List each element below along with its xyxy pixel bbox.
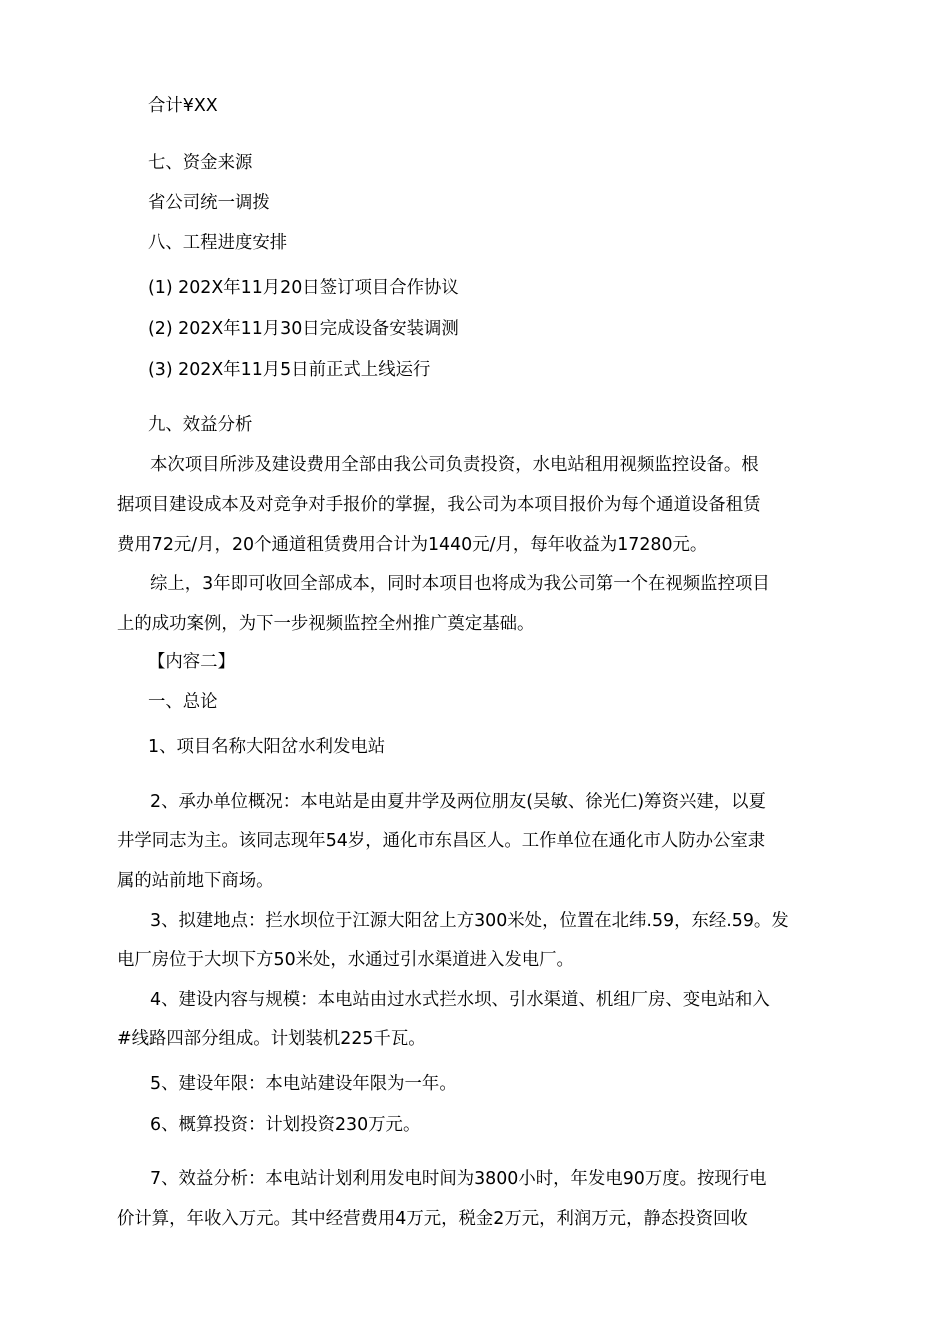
item1-project-name: 1、项目名称大阳岔水利发电站 <box>148 737 386 757</box>
schedule-item-3: (3) 202X年11月5日前正式上线运行 <box>148 360 431 380</box>
section8-heading: 八、工程进度安排 <box>148 233 288 253</box>
item4-line-2: #线路四部分组成。计划装机225千瓦。 <box>117 1029 426 1049</box>
section9-paragraph-1-line-2: 据项目建设成本及对竞争对手报价的掌握，我公司为本项目报价为每个通道设备租赁 <box>117 495 761 515</box>
item3-line-1: 3、拟建地点：拦水坝位于江源大阳岔上方300米处，位置在北纬.59，东经.59。发 <box>150 911 789 931</box>
section9-paragraph-2-line-1: 综上，3年即可收回全部成本，同时本项目也将成为我公司第一个在视频监控项目 <box>150 574 770 594</box>
schedule-item-2: (2) 202X年11月30日完成设备安装调测 <box>148 319 459 339</box>
content2-heading: 【内容二】 <box>148 652 235 672</box>
item5-construction-period: 5、建设年限：本电站建设年限为一年。 <box>150 1074 457 1094</box>
item4-line-1: 4、建设内容与规模：本电站由过水式拦水坝、引水渠道、机组厂房、变电站和入 <box>150 990 770 1010</box>
item2-line-3: 属的站前地下商场。 <box>117 871 274 891</box>
item6-investment: 6、概算投资：计划投资230万元。 <box>150 1115 421 1135</box>
section9-paragraph-1-line-3: 费用72元/月，20个通道租赁费用合计为1440元/月，每年收益为17280元。 <box>117 535 708 555</box>
section9-paragraph-1-line-1: 本次项目所涉及建设费用全部由我公司负责投资，水电站租用视频监控设备。根 <box>150 455 759 475</box>
item2-line-2: 井学同志为主。该同志现年54岁，通化市东昌区人。工作单位在通化市人防办公室隶 <box>117 831 766 851</box>
part1-heading: 一、总论 <box>148 692 218 712</box>
item2-line-1: 2、承办单位概况：本电站是由夏井学及两位朋友(吴敏、徐光仁)筹资兴建，以夏 <box>150 792 766 812</box>
section9-heading: 九、效益分析 <box>148 415 253 435</box>
section9-paragraph-2-line-2: 上的成功案例，为下一步视频监控全州推广奠定基础。 <box>117 614 535 634</box>
schedule-item-1: (1) 202X年11月20日签订项目合作协议 <box>148 278 459 298</box>
item7-line-2: 价计算，年收入万元。其中经营费用4万元，税金2万元，利润万元，静态投资回收 <box>117 1209 748 1229</box>
item3-line-2: 电厂房位于大坝下方50米处，水通过引水渠道进入发电厂。 <box>117 950 574 970</box>
section7-heading: 七、资金来源 <box>148 153 253 173</box>
total-line: 合计¥XX <box>148 96 218 116</box>
item7-line-1: 7、效益分析：本电站计划利用发电时间为3800小时，年发电90万度。按现行电 <box>150 1169 767 1189</box>
section7-body: 省公司统一调拨 <box>148 193 270 213</box>
